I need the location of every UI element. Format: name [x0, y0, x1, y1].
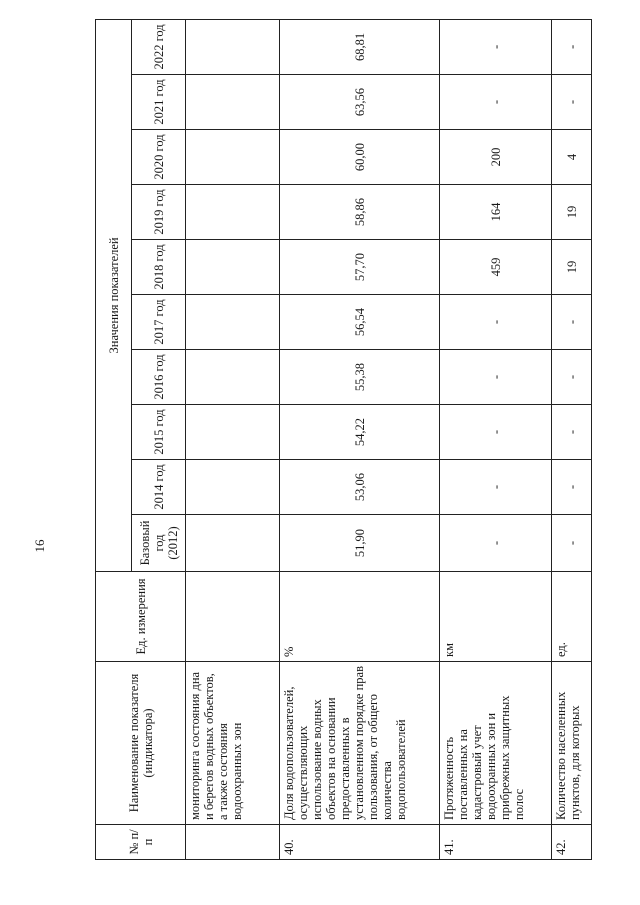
table-row — [280, 19, 440, 859]
row-number: 41. — [440, 825, 552, 860]
row-value: - — [552, 295, 592, 350]
header-year: Базовый год (2012) — [132, 515, 186, 572]
row-value — [186, 19, 280, 74]
header-number: № п/п — [96, 825, 186, 860]
row-unit: % — [280, 572, 440, 662]
row-value: - — [552, 405, 592, 460]
indicators-table — [95, 19, 592, 860]
row-value: 459 — [440, 240, 552, 295]
row-value: - — [552, 75, 592, 130]
row-value: 58,86 — [280, 185, 440, 240]
header-year: 2014 год — [132, 460, 186, 515]
row-value: 55,38 — [280, 350, 440, 405]
header-year: 2016 год — [132, 350, 186, 405]
row-value: - — [440, 405, 552, 460]
row-value: - — [440, 295, 552, 350]
row-value: - — [552, 515, 592, 572]
row-value: - — [552, 460, 592, 515]
header-year: 2020 год — [132, 130, 186, 185]
header-year: 2021 год — [132, 75, 186, 130]
row-value: - — [440, 19, 552, 74]
header-year: 2018 год — [132, 240, 186, 295]
table-row — [440, 19, 552, 859]
row-value: - — [440, 75, 552, 130]
row-value: 54,22 — [280, 405, 440, 460]
row-value — [186, 350, 280, 405]
header-year: 2015 год — [132, 405, 186, 460]
page-number: 16 — [32, 539, 47, 553]
header-unit: Ед. измерения — [96, 572, 186, 662]
row-unit: ед. — [552, 572, 592, 662]
row-value: 4 — [552, 130, 592, 185]
table-row — [186, 19, 280, 859]
header-year: 2022 год — [132, 19, 186, 74]
row-value: 60,00 — [280, 130, 440, 185]
row-unit — [186, 572, 280, 662]
row-value — [186, 240, 280, 295]
header-year: 2017 год — [132, 295, 186, 350]
row-value: 68,81 — [280, 19, 440, 74]
rotated-table-container — [95, 20, 615, 860]
row-value: - — [552, 19, 592, 74]
row-indicator-name: Доля водопользователей, осуществляющих использование водных объектов на основании предоставленных в установленном порядке прав пользования, от общего количества водопользователей — [280, 662, 440, 825]
row-value: 53,06 — [280, 460, 440, 515]
row-value: 164 — [440, 185, 552, 240]
row-value — [186, 185, 280, 240]
row-indicator-name: Протяженность поставленных на кадастровый учет водоохранных зон и прибрежных защитных полос — [440, 662, 552, 825]
row-value: 63,56 — [280, 75, 440, 130]
row-value: 200 — [440, 130, 552, 185]
row-value: 57,70 — [280, 240, 440, 295]
row-value: 56,54 — [280, 295, 440, 350]
table-row — [552, 19, 592, 859]
row-unit: км — [440, 572, 552, 662]
row-value — [186, 460, 280, 515]
row-value — [186, 405, 280, 460]
row-value: 19 — [552, 240, 592, 295]
row-number: 42. — [552, 825, 592, 860]
row-value — [186, 295, 280, 350]
row-indicator-name: мониторинга состояния дна и берегов водных объектов, а также состояния водоохранных зон — [186, 662, 280, 825]
header-name: Наименование показателя (индикатора) — [96, 662, 186, 825]
header-values-group: Значения показателей — [96, 19, 132, 571]
header-year: 2019 год — [132, 185, 186, 240]
row-value: - — [440, 350, 552, 405]
row-number: 40. — [280, 825, 440, 860]
row-value — [186, 130, 280, 185]
row-value: - — [440, 515, 552, 572]
row-value: - — [552, 350, 592, 405]
row-value — [186, 75, 280, 130]
row-value: - — [440, 460, 552, 515]
row-value: 51,90 — [280, 515, 440, 572]
row-value: 19 — [552, 185, 592, 240]
row-indicator-name: Количество населенных пунктов, для которых — [552, 662, 592, 825]
row-number — [186, 825, 280, 860]
row-value — [186, 515, 280, 572]
